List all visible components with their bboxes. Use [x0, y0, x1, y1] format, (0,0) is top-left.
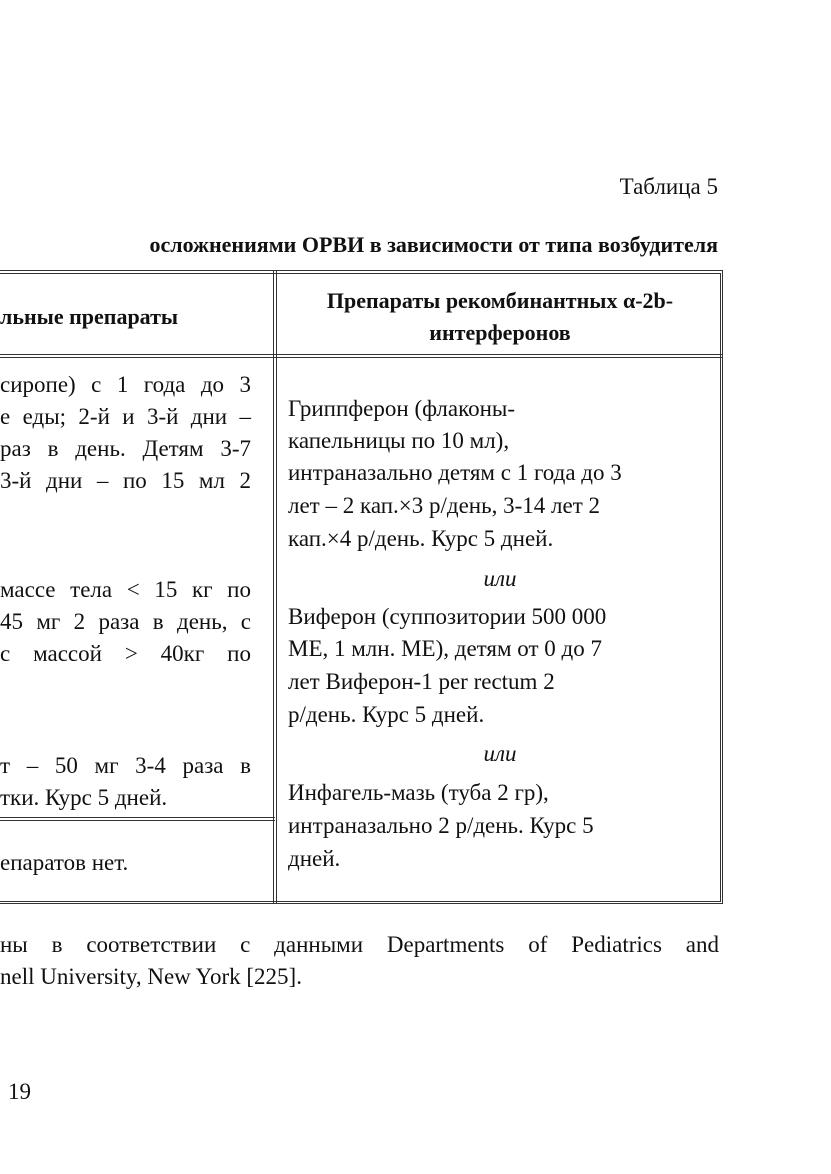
left-line: сиропе) с 1 года до 3 [0, 372, 251, 397]
left-line: раз в день. Детям 3-7 [0, 436, 251, 461]
right-line: интраназально детям с 1 года до 3 [288, 460, 622, 485]
left-line: массе тела < 15 кг по [0, 577, 251, 602]
right-line: лет – 2 кап.×3 р/день, 3-14 лет 2 [288, 493, 600, 518]
header-divider-2 [0, 357, 723, 358]
left-line: 45 мг 2 раза в день, с [0, 609, 251, 634]
left-line: с массой > 40кг по [0, 641, 251, 666]
header-right-line1: Препараты рекомбинантных α-2b- [326, 288, 674, 313]
right-line: р/день. Курс 5 дней. [288, 702, 485, 727]
table-caption: осложнениями ОРВИ в зависимости от типа возбудителя [149, 232, 718, 257]
footnote-line: ны в соответствии с данными Departments of Pediatrics and [0, 932, 719, 957]
header-divider [0, 354, 723, 355]
column-divider [273, 270, 274, 904]
header-right-line2: интерферонов [429, 320, 571, 345]
column-divider-2 [276, 270, 277, 904]
footnote-line: nell University, New York [225]. [0, 964, 302, 989]
left-bottom-cell: епаратов нет. [0, 850, 129, 875]
or-separator: или [483, 741, 517, 766]
row-divider-2 [0, 820, 275, 821]
right-line: Гриппферон (флаконы- [288, 396, 516, 421]
or-separator: или [483, 566, 517, 591]
left-line: т – 50 мг 3-4 раза в [0, 753, 251, 778]
page-number: 19 [8, 1079, 31, 1104]
right-line: дней. [288, 846, 341, 871]
left-line: 3-й дни – по 15 мл 2 [0, 468, 251, 493]
row-divider [0, 817, 275, 818]
right-line: капельницы по 10 мл), [288, 428, 510, 453]
right-line: лет Виферон-1 per rectum 2 [288, 669, 555, 694]
right-line: кап.×4 р/день. Курс 5 дней. [288, 526, 554, 551]
right-line: Инфагель-мазь (туба 2 гр), [288, 780, 549, 805]
right-line: интраназально 2 р/день. Курс 5 [288, 813, 594, 838]
left-line: е еды; 2-й и 3-й дни – [0, 404, 251, 429]
left-line: тки. Курс 5 дней. [0, 785, 168, 810]
right-line: МЕ, 1 млн. МЕ), детям от 0 до 7 [288, 636, 602, 661]
table-label: Таблица 5 [619, 174, 718, 199]
right-line: Виферон (суппозитории 500 000 [288, 604, 607, 629]
header-left: льные препараты [0, 304, 179, 329]
